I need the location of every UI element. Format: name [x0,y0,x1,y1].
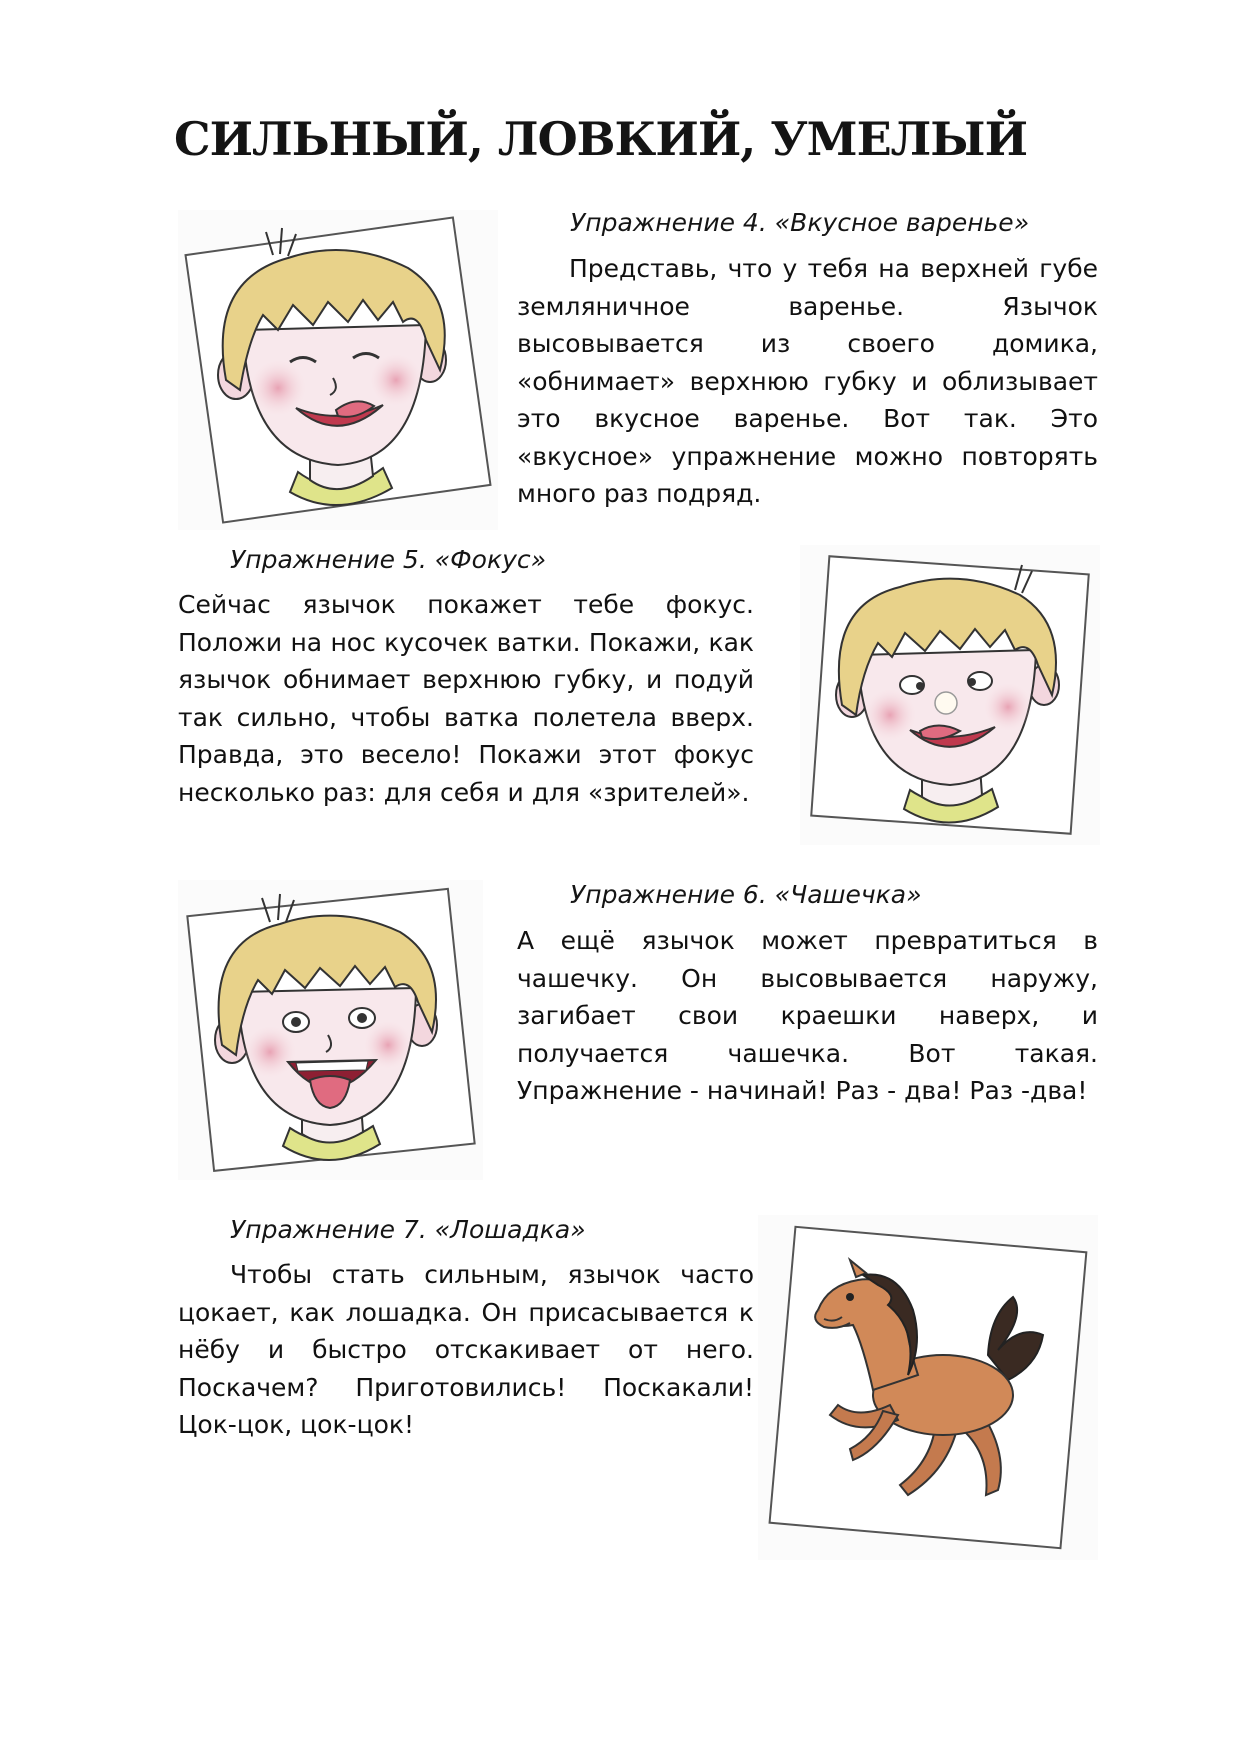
exercise-4-picture [178,210,498,530]
exercise-6-text: А ещё язычок может превратиться в чашечку. Он высовывается наружу, загибает свои краешки наверх, и получается чашечка. Вот такая. Упражнение - начинай! Раз - два! Раз -два! [517,926,1098,1105]
boy-tongue-cup-icon [178,880,483,1180]
exercise-4-text: Представь, что у тебя на верхней губе земляничное варенье. Язычок высовывается из своего домика, «обнимает» верхнюю губку и облизывает это вкусное варенье. Вот так. Это «вкусное» упражнение можно повторять много раз подряд. [517,254,1098,508]
exercise-5-heading: Упражнение 5. «Фокус» [230,545,547,574]
page-title: СИЛЬНЫЙ, ЛОВКИЙ, УМЕЛЫЙ [173,112,1028,166]
exercise-7-picture [758,1215,1098,1560]
exercise-4-heading: Упражнение 4. «Вкусное варенье» [570,208,1030,237]
exercise-6-picture [178,880,483,1180]
exercise-5-picture [800,545,1100,845]
exercise-7-heading: Упражнение 7. «Лошадка» [230,1215,586,1244]
galloping-horse-icon [758,1215,1098,1560]
boy-licking-upper-lip-icon [178,210,498,530]
exercise-6-heading: Упражнение 6. «Чашечка» [570,880,922,909]
exercise-7-text: Чтобы стать сильным, язычок часто цокает, как лошадка. Он присасывается к нёбу и быстро отскакивает от него. Поскачем? Приготовились! Поскакали! Цок-цок, цок-цок! [178,1260,754,1439]
exercise-5-text: Сейчас язычок покажет тебе фокус. Положи на нос кусочек ватки. Покажи, как язычок обнимает верхнюю губку, и подуй так сильно, чтобы ватка полетела вверх. Правда, это весело! Покажи этот фокус несколько раз: для себя и для «зрителей». [178,590,754,807]
boy-blowing-cotton-icon [800,545,1100,845]
